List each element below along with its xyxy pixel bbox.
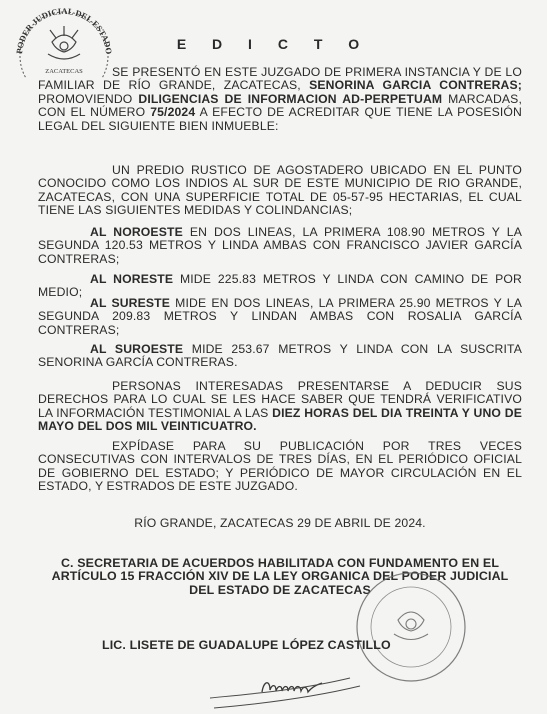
handwritten-signature: [190, 650, 390, 712]
boundary-label: AL SURESTE: [90, 296, 171, 310]
promoter-name: SENORINA GARCIA CONTRERAS;: [309, 78, 522, 93]
intro-text-3: MARCADAS, CON EL NÚMERO: [38, 91, 522, 120]
boundary-northwest: [38, 226, 522, 266]
svg-text:ZACATECAS: ZACATECAS: [45, 68, 83, 75]
hearing-text: PERSONAS INTERESADAS PRESENTARSE A DEDUCIR SUS DERECHOS PARA LO CUAL SE LES HACE SABER QUE TENDRÁ VERIFICATIVO LA INFORMACIÓN TESTIMONIAL A LAS: [38, 379, 522, 420]
boundary-southeast: [38, 297, 522, 337]
boundary-label: AL SUROESTE: [90, 342, 184, 356]
boundary-text: MIDE 253.67 METROS Y LINDA CON LA SUSCRITA SENORINA GARCÍA CONTRERAS.: [38, 342, 522, 370]
boundary-label: AL NORESTE: [90, 272, 174, 286]
place-and-date: RÍO GRANDE, ZACATECAS 29 DE ABRIL DE 2024.: [134, 516, 426, 530]
boundary-label: AL NOROESTE: [90, 225, 183, 239]
intro-paragraph: [38, 66, 522, 133]
document-title: E D I C T O: [176, 36, 371, 52]
intro-text: SE PRESENTÓ EN ESTE JUZGADO DE PRIMERA INSTANCIA Y DE LO FAMILIAR DE RÍO GRANDE, ZACATECAS,: [38, 65, 522, 93]
boundary-text: MIDE EN DOS LINEAS, LA PRIMERA 25.90 METROS Y LA SEGUNDA 209.83 METROS Y LINDAN AMBAS CON ROSALIA GARCÍA CONTRERAS;: [38, 296, 522, 337]
boundary-text: MIDE 225.83 METROS Y LINDA CON CAMINO DE POR MEDIO;: [38, 272, 522, 300]
svg-text:PODER JUDICIAL DEL ESTADO: PODER JUDICIAL DEL ESTADO: [14, 5, 115, 55]
intro-text-4: A EFECTO DE ACREDITAR QUE TIENE LA POSESIÓN LEGAL DEL SIGUIENTE BIEN INMUEBLE:: [38, 105, 522, 133]
property-description: UN PREDIO RUSTICO DE AGOSTADERO UBICADO EN EL PUNTO CONOCIDO COMO LOS INDIOS AL SUR DE ESTE MUNICIPIO DE RIO GRANDE, ZACATECAS, CON UNA SUPERFICIE TOTAL DE 05-57-95 HECTARIAS, EL CUAL TIENE LAS SIGUIENTES MEDIDAS Y COLINDANCIAS;: [38, 163, 522, 218]
publication-order: EXPÍDASE PARA SU PUBLICACIÓN POR TRES VECES CONSECUTIVAS CON INTERVALOS DE TRES DÍAS, EN EL PERIÓDICO OFICIAL DE GOBIERNO DEL ESTADO; Y PERIÓDICO DE MAYOR CIRCULACIÓN EN EL ESTADO, Y ESTRADOS DE ESTE JUZGADO.: [38, 439, 522, 494]
secretary-title: C. SECRETARIA DE ACUERDOS HABILITADA CON FUNDAMENTO EN EL ARTÍCULO 15 FRACCIÓN XIV DE LA LEY ORGANICA DEL PODER JUDICIAL DEL ESTADO DE ZACATECAS: [51, 556, 509, 597]
hearing-date: DIEZ HORAS DEL DIA TREINTA Y UNO DE MAYO DEL DOS MIL VEINTICUATRO.: [38, 405, 522, 434]
hearing-notice: [38, 380, 522, 434]
case-number: 75/2024: [150, 105, 196, 120]
procedure-name: DILIGENCIAS DE INFORMACION AD-PERPETUAM: [138, 91, 443, 106]
intro-text-2: PROMOVIENDO: [38, 91, 139, 106]
signer-name: LIC. LISETE DE GUADALUPE LÓPEZ CASTILLO: [102, 638, 391, 652]
boundary-southwest: [38, 343, 522, 370]
boundary-text: EN DOS LINEAS, LA PRIMERA 108.90 METROS Y LA SEGUNDA 120.53 METROS Y LINDA AMBAS CON FRANCISCO JAVIER GARCÍA CONTRERAS;: [38, 225, 522, 266]
